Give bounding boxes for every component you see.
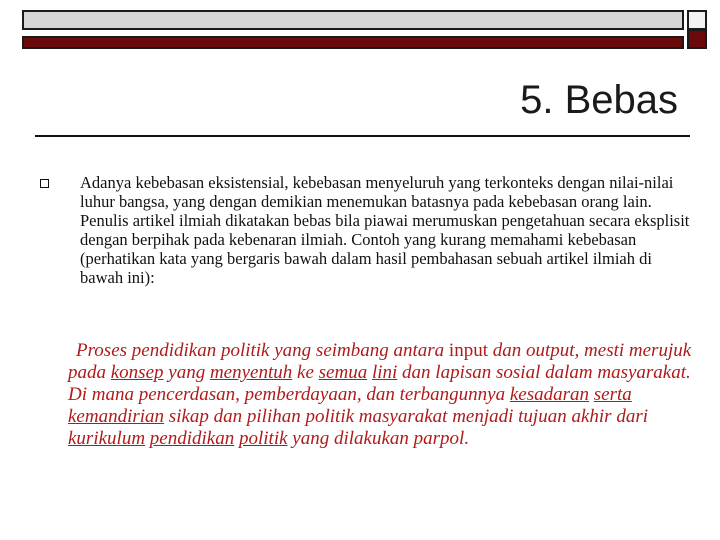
quote-text: input [448,340,488,361]
title-divider [35,135,690,137]
slide-title: 5. Bebas [520,78,678,122]
quote-text: dan output, [487,340,585,361]
underlined-word: lini [371,362,398,383]
underlined-word: semua [318,362,368,383]
header-decoration [22,10,710,40]
underlined-word: konsep [110,362,164,383]
header-red-bar [22,36,684,49]
quote-text: ke [292,362,319,383]
quote-text: sikap dan pilihan politik masyarakat menjadi tujuan akhir dari [164,406,648,427]
bullet-paragraph: Adanya kebebasan eksistensial, kebebasan menyeluruh yang terkonteks dengan nilai-nilai luhur bangsa, yang dengan demikian menemukan batasnya pada kebebasan orang lain. Penulis artikel ilmiah dikatakan bebas bila piawai merumuskan pengetahuan secara eksplisit dengan berpihak pada kebenaran ilmiah. Contoh yang kurang memahami kebebasan (perhatikan kata yang bergaris bawah dalam hasil pembahasan sebuah artikel ilmiah di bawah ini): [80,173,690,287]
quote-text: mesti merujuk pada [68,340,692,383]
underlined-word: kemandirian [68,406,165,427]
header-red-square [687,29,707,49]
underlined-word: pendidikan [149,428,235,449]
quote-text: yang [163,362,210,383]
quote-text: dan lapisan sosial dalam masyarakat. Di mana pencerdasan, pemberdayaan, dan terbangunnya [68,362,691,405]
underlined-word: politik [238,428,288,449]
header-square [687,10,707,30]
underlined-word: kurikulum [68,428,146,449]
quote-text: yang dilakukan parpol. [287,428,470,449]
underlined-word: kesadaran [509,384,590,405]
underlined-word: menyentuh [209,362,293,383]
example-quote [68,340,698,450]
header-grey-bar [22,10,684,30]
quote-text: Proses pendidikan politik yang seimbang antara [76,340,449,361]
bullet-square-icon [40,179,49,188]
underlined-word: serta [593,384,632,405]
